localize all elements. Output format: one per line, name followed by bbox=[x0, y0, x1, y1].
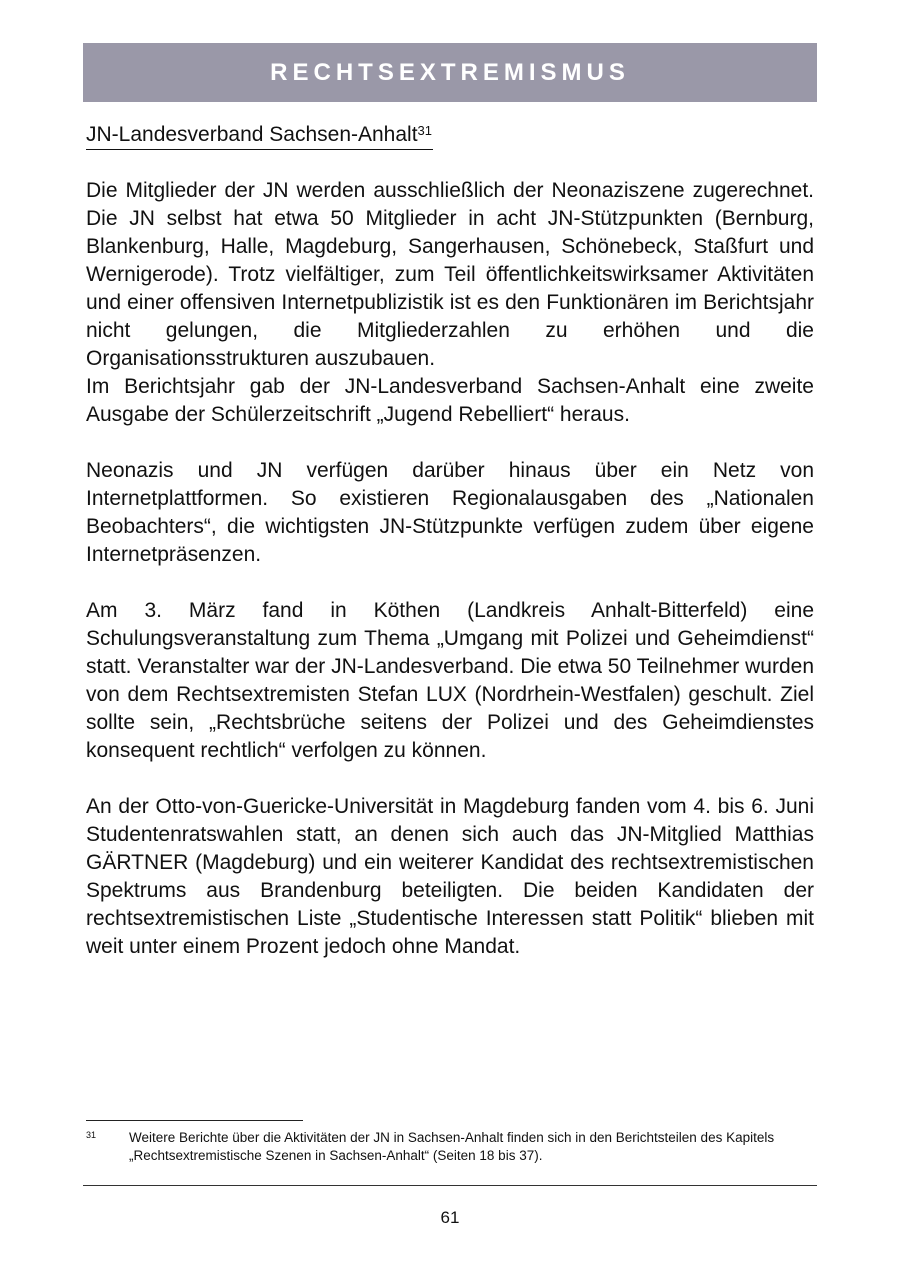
paragraph-membership: Die Mitglieder der JN werden ausschließlich der Neonaziszene zugerechnet. Die JN selbst hat etwa 50 Mitglieder in acht JN-Stützpunkten (Bernburg, Blankenburg, Halle, Magdeburg, Sangerhausen, Schönebeck, Staßfurt und Wernigerode). Trotz vielfältiger, zum Teil öffentlichkeitswirksamer Aktivitäten und einer offensiven Internetpublizistik ist es den Funktionären im Berichtsjahr nicht gelungen, die Mitgliederzahlen zu erhöhen und die Organisationsstrukturen auszubauen. bbox=[86, 179, 814, 370]
footnote-text: Weitere Berichte über die Aktivitäten der JN in Sachsen-Anhalt finden sich in den Berichtsteilen des Kapitels „Rechtsextremistische Szenen in Sachsen-Anhalt“ (Seiten 18 bis 37). bbox=[129, 1130, 775, 1163]
paragraph-internet-platforms: Neonazis und JN verfügen darüber hinaus über ein Netz von Internetplattformen. So existieren Regionalausgaben des „Nationalen Beobachters“, die wichtigsten JN-Stützpunkte verfügen zudem über eigene Internetpräsenzen. bbox=[86, 459, 814, 566]
paragraph-student-elections: An der Otto-von-Guericke-Universität in Magdeburg fanden vom 4. bis 6. Juni Studentenratswahlen statt, an denen sich auch das JN-Mitglied Matthias GÄRTNER (Magdeburg) und ein weiterer Kandidat des rechtsextremistischen Spektrums aus Brandenburg beteiligten. Die beiden Kandidaten der rechtsextremistischen Liste „Studentische Interessen statt Politik“ blieben mit weit unter einem Prozent jedoch ohne Mandat. bbox=[86, 795, 814, 958]
paragraph-school-magazine: Im Berichtsjahr gab der JN-Landesverband Sachsen-Anhalt eine zweite Ausgabe der Schülerzeitschrift „Jugend Rebelliert“ heraus. bbox=[86, 375, 814, 426]
footnote-reference: 31 bbox=[417, 123, 433, 138]
footnote-number: 31 bbox=[86, 1130, 97, 1140]
footnote-divider bbox=[86, 1120, 303, 1121]
page-number: 61 bbox=[440, 1208, 460, 1227]
chapter-header-bar bbox=[83, 43, 817, 102]
page-footer-divider bbox=[83, 1185, 817, 1186]
section-heading bbox=[86, 121, 433, 150]
section-heading-text: JN-Landesverband Sachsen-Anhalt bbox=[86, 123, 418, 146]
paragraph-training-event: Am 3. März fand in Köthen (Landkreis Anhalt-Bitterfeld) eine Schulungsveranstaltung zum Thema „Umgang mit Polizei und Geheimdienst“ statt. Veranstalter war der JN-Landesverband. Die etwa 50 Teilnehmer wurden von dem Rechtsextremisten Stefan LUX (Nordrhein-Westfalen) geschult. Ziel sollte sein, „Rechtsbrüche seitens der Polizei und des Geheimdienstes konsequent rechtlich“ verfolgen zu können. bbox=[86, 599, 814, 762]
body-text bbox=[86, 177, 814, 961]
footnote bbox=[86, 1129, 800, 1165]
chapter-title: RECHTSEXTREMISMUS bbox=[270, 58, 630, 86]
